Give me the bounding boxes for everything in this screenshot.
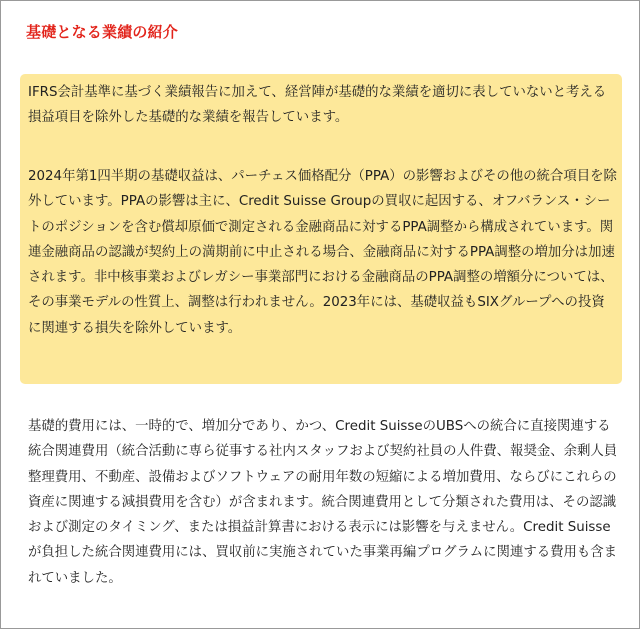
highlight-paragraph-1: IFRS会計基準に基づく業績報告に加えて、経営陣が基礎的な業績を適切に表していないと考える損益項目を除外した基礎的な業績を報告しています。: [28, 85, 607, 126]
body-paragraph: 基礎的費用には、一時的で、増加分であり、かつ、Credit SuisseのUBSへの統合に直接関連する統合関連費用（統合活動に専ら従事する社内スタッフおよび契約社員の人件費、報奨金、余剰人員整理費用、不動産、設備およびソフトウェアの耐用年数の短縮による増加費用、ならびにこれらの資産に関連する減損費用を含む）が含まれます。統合関連費用として分類された費用は、その認識および測定のタイミング、または損益計算書における表示には影響を与えません。Credit Suisseが負担した統合関連費用には、買収前に実施されていた事業再編プログラムに関連する費用も含まれていました。: [28, 419, 618, 586]
highlight-paragraph-2: 2024年第1四半期の基礎収益は、パーチェス価格配分（PPA）の影響およびその他の統合項目を除外しています。PPAの影響は主に、Credit Suisse Groupの買収に起因する、オフバランス・シートのポジションを含む償却原価で測定される金融商品に対するPPA調整から構成されています。関連金融商品の認識が契約上の満期前に中止される場合、金融商品に対するPPA調整の増加分は加速されます。非中核事業およびレガシー事業部門における金融商品のPPA調整の増額分については、その事業モデルの性質上、調整は行われません。2023年には、基礎収益もSIXグループへの投資に関連する損失を除外しています。: [28, 169, 617, 336]
page-title: 基礎となる業績の紹介: [26, 23, 179, 41]
